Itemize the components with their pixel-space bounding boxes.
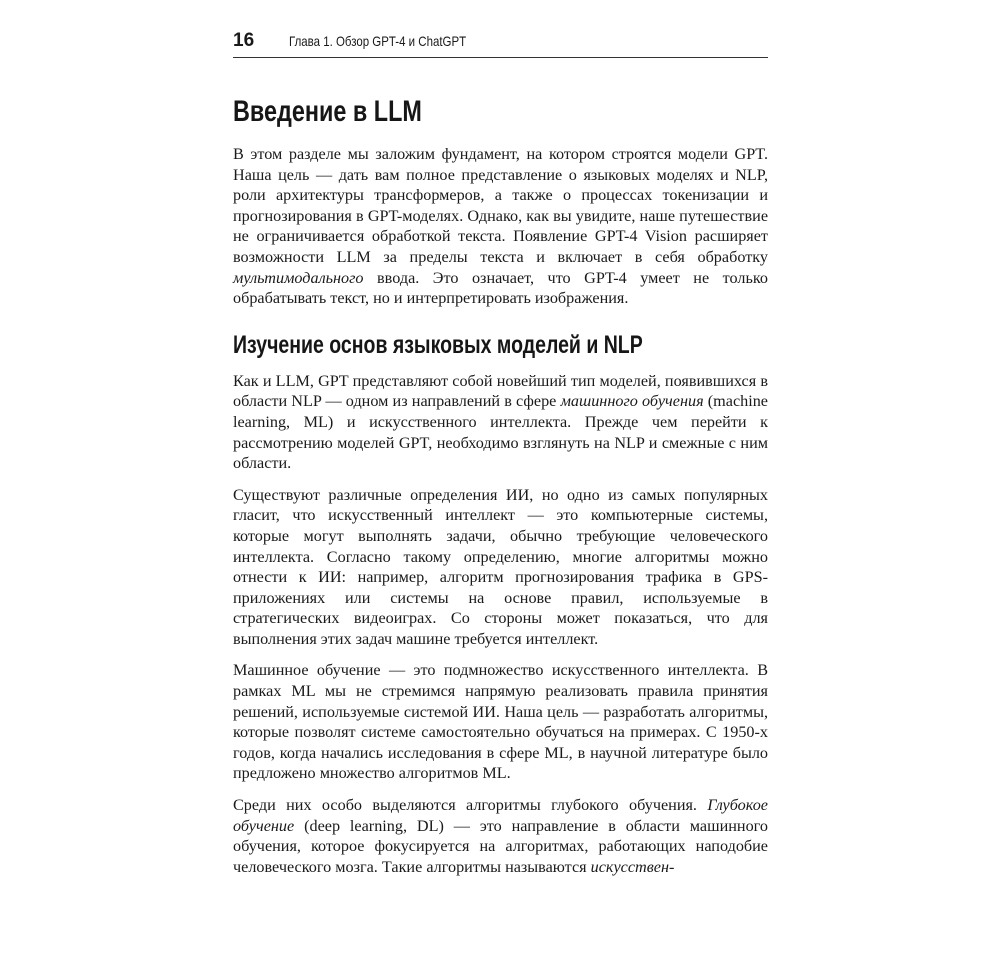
italic-term: машинного обучения <box>560 392 704 411</box>
book-page <box>233 30 768 888</box>
body-paragraph <box>233 485 768 650</box>
paragraph-text: Среди них особо выделяются алгоритмы глубокого обучения. <box>233 796 708 815</box>
section-body-intro-llm <box>233 144 768 309</box>
paragraph-text: Существуют различные определения ИИ, но одно из самых популярных гласит, что искусственный интеллект — это компьютерные системы, которые могут выполнять задачи, обычно требующие человеческого интеллекта. Согласно такому определению, многие алгоритмы можно отнести к ИИ: например, алгоритм прогнозирования трафика в GPS-приложениях или системы на основе правил, используемые в стратегических видеоиграх. Со стороны может показаться, что для выполнения этих задач машине требуется интеллект. <box>233 485 768 648</box>
italic-term: мультимодального <box>233 268 364 287</box>
section-body-language-models-nlp <box>233 371 768 878</box>
italic-term: искусствен- <box>590 857 675 876</box>
body-paragraph <box>233 795 768 877</box>
running-header <box>233 30 768 58</box>
paragraph-text: (deep learning, DL) — это направление в области машинного обучения, которое фокусируется на алгоритмах, работающих наподобие человеческого мозга. Такие алгоритмы называются <box>233 816 768 876</box>
paragraph-text: (machine learning, ML) и искусственного интеллекта. Прежде чем перейти к рассмотрению моделей GPT, необходимо взглянуть на NLP и смежные с ним области. <box>233 392 768 473</box>
paragraph-text: Машинное обучение — это подмножество искусственного интеллекта. В рамках ML мы не стремимся напрямую реализовать правила принятия решений, используемые системой ИИ. Наша цель — разработать алгоритмы, которые позволят системе самостоятельно обучаться на примерах. С 1950-х годов, когда начались исследования в сфере ML, в научной литературе было предложено множество алгоритмов ML. <box>233 661 768 783</box>
page-number: 16 <box>233 30 255 51</box>
paragraph-text: Как и LLM, GPT представляют собой новейший тип моделей, появившихся в области NLP — одном из направлений в сфере <box>233 371 768 411</box>
paragraph-text: ввода. Это означает, что GPT-4 умеет не только обрабатывать текст, но и интерпретировать изображения. <box>233 268 768 308</box>
italic-term: Глубокое обучение <box>233 796 768 835</box>
body-paragraph <box>233 660 768 784</box>
paragraph-text: В этом разделе мы заложим фундамент, на котором строятся модели GPT. Наша цель — дать вам полное представление о языковых моделях и NLP, роли архитектуры трансформеров, а также о процессах токенизации и прогнозирования в GPT-моделях. Однако, как вы увидите, наше путешествие не ограничивается обработкой текста. Появление GPT-4 Vision расширяет возможности LLM за пределы текста и включает в себя обработку <box>233 145 768 266</box>
section-heading-language-models-nlp: Изучение основ языковых моделей и NLP <box>233 330 643 359</box>
section-heading-intro-llm: Введение в LLM <box>233 95 422 128</box>
body-paragraph <box>233 144 768 309</box>
chapter-title: Глава 1. Обзор GPT-4 и ChatGPT <box>289 33 467 49</box>
body-paragraph <box>233 371 768 474</box>
